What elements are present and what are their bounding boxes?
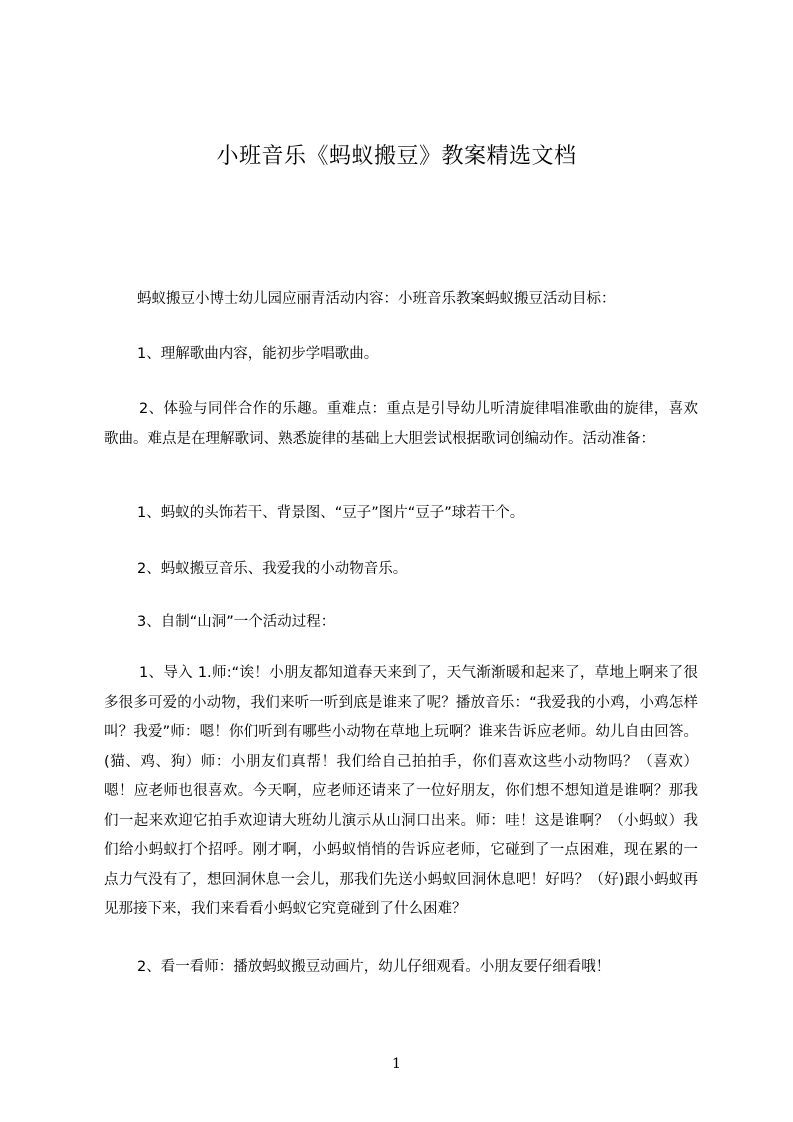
paragraph-prep-3: 3、自制“山洞”一个活动过程： <box>137 614 336 630</box>
paragraph-intro: 蚂蚁搬豆小博士幼儿园应丽青活动内容：小班音乐教案蚂蚁搬豆活动目标： <box>137 291 616 307</box>
paragraph-prep-2: 2、蚂蚁搬豆音乐、我爱我的小动物音乐。 <box>137 561 408 577</box>
paragraph-process-1: 1、导入 1.师:“诶！小朋友都知道春天来到了，天气渐渐暖和起来了，草地上啊来了很多很多可爱的小动物，我们来听一听到底是谁来了呢？播放音乐：“我爱我的小鸡，小鸡怎样叫？我爱”师：嗯！你们听到有哪些小动物在草地上玩啊？谁来告诉应老师。幼儿自由回答。(猫、鸡、狗）师：小朋友们真帮！我们给自己拍拍手，你们喜欢这些小动物吗？（喜欢）嗯！应老师也很喜欢。今天啊，应老师还请来了一位好朋友，你们想不想知道是谁啊？那我们一起来欢迎它拍手欢迎请大班幼儿演示从山洞口出来。师：哇！这是谁啊？（小蚂蚁）我们给小蚂蚁打个招呼。刚才啊，小蚂蚁悄悄的告诉应老师，它碰到了一点困难，现在累的一点力气没有了，想回洞休息一会儿，那我们先送小蚂蚁回洞休息吧！好吗？（好)跟小蚂蚁再见那接下来，我们来看看小蚂蚁它究竟碰到了什么困难？ <box>104 665 698 917</box>
paragraph-goal-1: 1、理解歌曲内容，能初步学唱歌曲。 <box>137 346 379 362</box>
paragraph-process-2: 2、看一看师：播放蚂蚁搬豆动画片，幼儿仔细观看。小朋友要仔细看哦！ <box>137 959 611 975</box>
paragraph-prep-1: 1、蚂蚁的头饰若干、背景图、“豆子”图片“豆子”球若干个。 <box>137 505 525 521</box>
page-number: 1 <box>392 1056 401 1072</box>
paragraph-goal-2: 2、体验与同伴合作的乐趣。重难点：重点是引导幼儿听清旋律唱准歌曲的旋律，喜欢歌曲。难点是在理解歌词、熟悉旋律的基础上大胆尝试根据歌词创编动作。活动准备： <box>104 401 698 447</box>
document-title: 小班音乐《蚂蚁搬豆》教案精选文档 <box>216 144 577 169</box>
